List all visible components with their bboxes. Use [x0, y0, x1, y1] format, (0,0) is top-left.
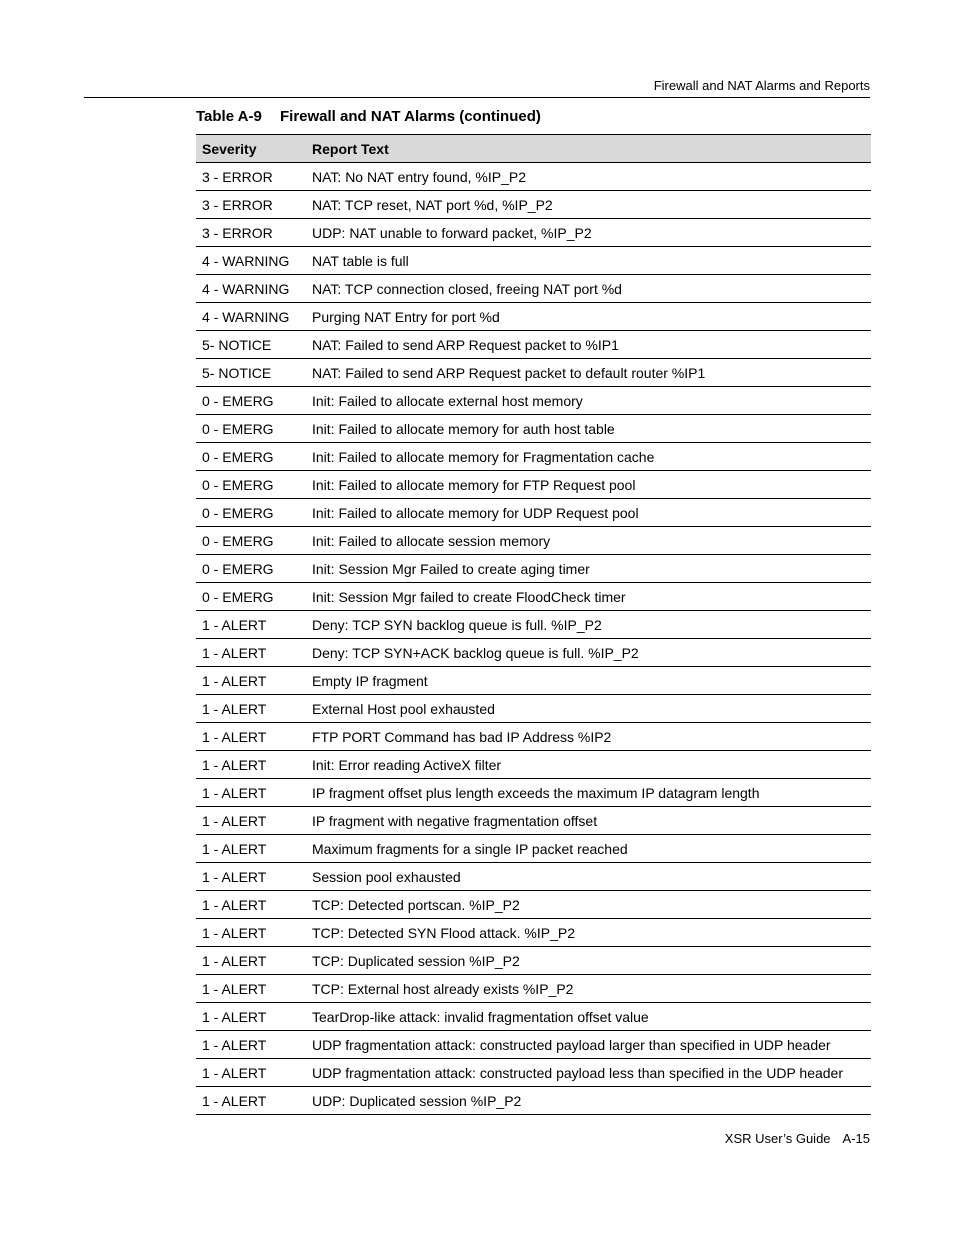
severity-cell: 0 - EMERG [196, 499, 306, 527]
table-row [196, 919, 871, 947]
table-row [196, 639, 871, 667]
severity-cell: 1 - ALERT [196, 1003, 306, 1031]
table-row [196, 751, 871, 779]
severity-cell: 1 - ALERT [196, 611, 306, 639]
severity-cell: 0 - EMERG [196, 443, 306, 471]
severity-cell: 3 - ERROR [196, 219, 306, 247]
running-footer [725, 1131, 870, 1146]
table-row [196, 1003, 871, 1031]
report-text-cell: External Host pool exhausted [306, 695, 871, 723]
table-row [196, 667, 871, 695]
report-text-cell: UDP fragmentation attack: constructed payload less than specified in the UDP header [306, 1059, 871, 1087]
severity-cell: 1 - ALERT [196, 807, 306, 835]
report-text-cell: TCP: Duplicated session %IP_P2 [306, 947, 871, 975]
alarms-table [196, 134, 871, 1115]
severity-cell: 1 - ALERT [196, 975, 306, 1003]
report-text-cell: Purging NAT Entry for port %d [306, 303, 871, 331]
table-row [196, 527, 871, 555]
table-row [196, 835, 871, 863]
report-text-cell: IP fragment with negative fragmentation offset [306, 807, 871, 835]
severity-cell: 5- NOTICE [196, 331, 306, 359]
report-text-cell: Init: Failed to allocate memory for Fragmentation cache [306, 443, 871, 471]
running-header: Firewall and NAT Alarms and Reports [653, 78, 870, 93]
severity-cell: 3 - ERROR [196, 191, 306, 219]
report-text-cell: TearDrop-like attack: invalid fragmentation offset value [306, 1003, 871, 1031]
severity-cell: 0 - EMERG [196, 583, 306, 611]
column-header-report-text: Report Text [306, 135, 871, 163]
table-row [196, 695, 871, 723]
severity-cell: 5- NOTICE [196, 359, 306, 387]
table-row [196, 359, 871, 387]
table-row [196, 1059, 871, 1087]
report-text-cell: NAT: TCP reset, NAT port %d, %IP_P2 [306, 191, 871, 219]
severity-cell: 1 - ALERT [196, 891, 306, 919]
table-row [196, 779, 871, 807]
report-text-cell: NAT: Failed to send ARP Request packet to default router %IP1 [306, 359, 871, 387]
table-row [196, 555, 871, 583]
report-text-cell: NAT: TCP connection closed, freeing NAT port %d [306, 275, 871, 303]
severity-cell: 1 - ALERT [196, 667, 306, 695]
table-row [196, 275, 871, 303]
severity-cell: 0 - EMERG [196, 527, 306, 555]
table-row [196, 163, 871, 191]
report-text-cell: Session pool exhausted [306, 863, 871, 891]
report-text-cell: TCP: Detected portscan. %IP_P2 [306, 891, 871, 919]
severity-cell: 1 - ALERT [196, 723, 306, 751]
report-text-cell: Deny: TCP SYN backlog queue is full. %IP_P2 [306, 611, 871, 639]
severity-cell: 1 - ALERT [196, 751, 306, 779]
severity-cell: 1 - ALERT [196, 947, 306, 975]
severity-cell: 4 - WARNING [196, 303, 306, 331]
report-text-cell: UDP: Duplicated session %IP_P2 [306, 1087, 871, 1115]
severity-cell: 4 - WARNING [196, 247, 306, 275]
report-text-cell: Init: Error reading ActiveX filter [306, 751, 871, 779]
header-rule [84, 97, 870, 98]
table-row [196, 331, 871, 359]
severity-cell: 0 - EMERG [196, 387, 306, 415]
report-text-cell: Init: Failed to allocate external host memory [306, 387, 871, 415]
table-row [196, 191, 871, 219]
table-row [196, 387, 871, 415]
severity-cell: 3 - ERROR [196, 163, 306, 191]
table-row [196, 247, 871, 275]
report-text-cell: Init: Session Mgr failed to create FloodCheck timer [306, 583, 871, 611]
report-text-cell: Init: Failed to allocate session memory [306, 527, 871, 555]
report-text-cell: Deny: TCP SYN+ACK backlog queue is full. %IP_P2 [306, 639, 871, 667]
report-text-cell: Init: Session Mgr Failed to create aging timer [306, 555, 871, 583]
table-row [196, 415, 871, 443]
severity-cell: 1 - ALERT [196, 919, 306, 947]
report-text-cell: NAT table is full [306, 247, 871, 275]
table-row [196, 219, 871, 247]
severity-cell: 1 - ALERT [196, 639, 306, 667]
page-number: A-15 [842, 1131, 870, 1146]
report-text-cell: TCP: External host already exists %IP_P2 [306, 975, 871, 1003]
table-body [196, 163, 871, 1115]
report-text-cell: UDP fragmentation attack: constructed payload larger than specified in UDP header [306, 1031, 871, 1059]
table-row [196, 443, 871, 471]
report-text-cell: Maximum fragments for a single IP packet reached [306, 835, 871, 863]
table-row [196, 303, 871, 331]
table-row [196, 1087, 871, 1115]
table-row [196, 1031, 871, 1059]
severity-cell: 0 - EMERG [196, 555, 306, 583]
severity-cell: 1 - ALERT [196, 779, 306, 807]
severity-cell: 1 - ALERT [196, 695, 306, 723]
severity-cell: 1 - ALERT [196, 1087, 306, 1115]
severity-cell: 4 - WARNING [196, 275, 306, 303]
table-caption [196, 108, 541, 125]
table-row [196, 975, 871, 1003]
table-row [196, 471, 871, 499]
table-row [196, 891, 871, 919]
severity-cell: 0 - EMERG [196, 415, 306, 443]
table-header-row [196, 135, 871, 163]
severity-cell: 1 - ALERT [196, 1031, 306, 1059]
report-text-cell: NAT: No NAT entry found, %IP_P2 [306, 163, 871, 191]
table-row [196, 611, 871, 639]
severity-cell: 0 - EMERG [196, 471, 306, 499]
report-text-cell: Empty IP fragment [306, 667, 871, 695]
report-text-cell: FTP PORT Command has bad IP Address %IP2 [306, 723, 871, 751]
report-text-cell: NAT: Failed to send ARP Request packet to %IP1 [306, 331, 871, 359]
table-number: Table A-9 [196, 108, 262, 125]
table-row [196, 863, 871, 891]
report-text-cell: Init: Failed to allocate memory for auth host table [306, 415, 871, 443]
table-title: Firewall and NAT Alarms (continued) [280, 108, 541, 125]
table-row [196, 807, 871, 835]
severity-cell: 1 - ALERT [196, 835, 306, 863]
severity-cell: 1 - ALERT [196, 1059, 306, 1087]
table-row [196, 499, 871, 527]
report-text-cell: UDP: NAT unable to forward packet, %IP_P2 [306, 219, 871, 247]
report-text-cell: IP fragment offset plus length exceeds the maximum IP datagram length [306, 779, 871, 807]
guide-title: XSR User’s Guide [724, 1131, 831, 1146]
report-text-cell: Init: Failed to allocate memory for FTP Request pool [306, 471, 871, 499]
table-row [196, 583, 871, 611]
report-text-cell: Init: Failed to allocate memory for UDP Request pool [306, 499, 871, 527]
report-text-cell: TCP: Detected SYN Flood attack. %IP_P2 [306, 919, 871, 947]
severity-cell: 1 - ALERT [196, 863, 306, 891]
table-row [196, 947, 871, 975]
column-header-severity: Severity [196, 135, 306, 163]
table-row [196, 723, 871, 751]
